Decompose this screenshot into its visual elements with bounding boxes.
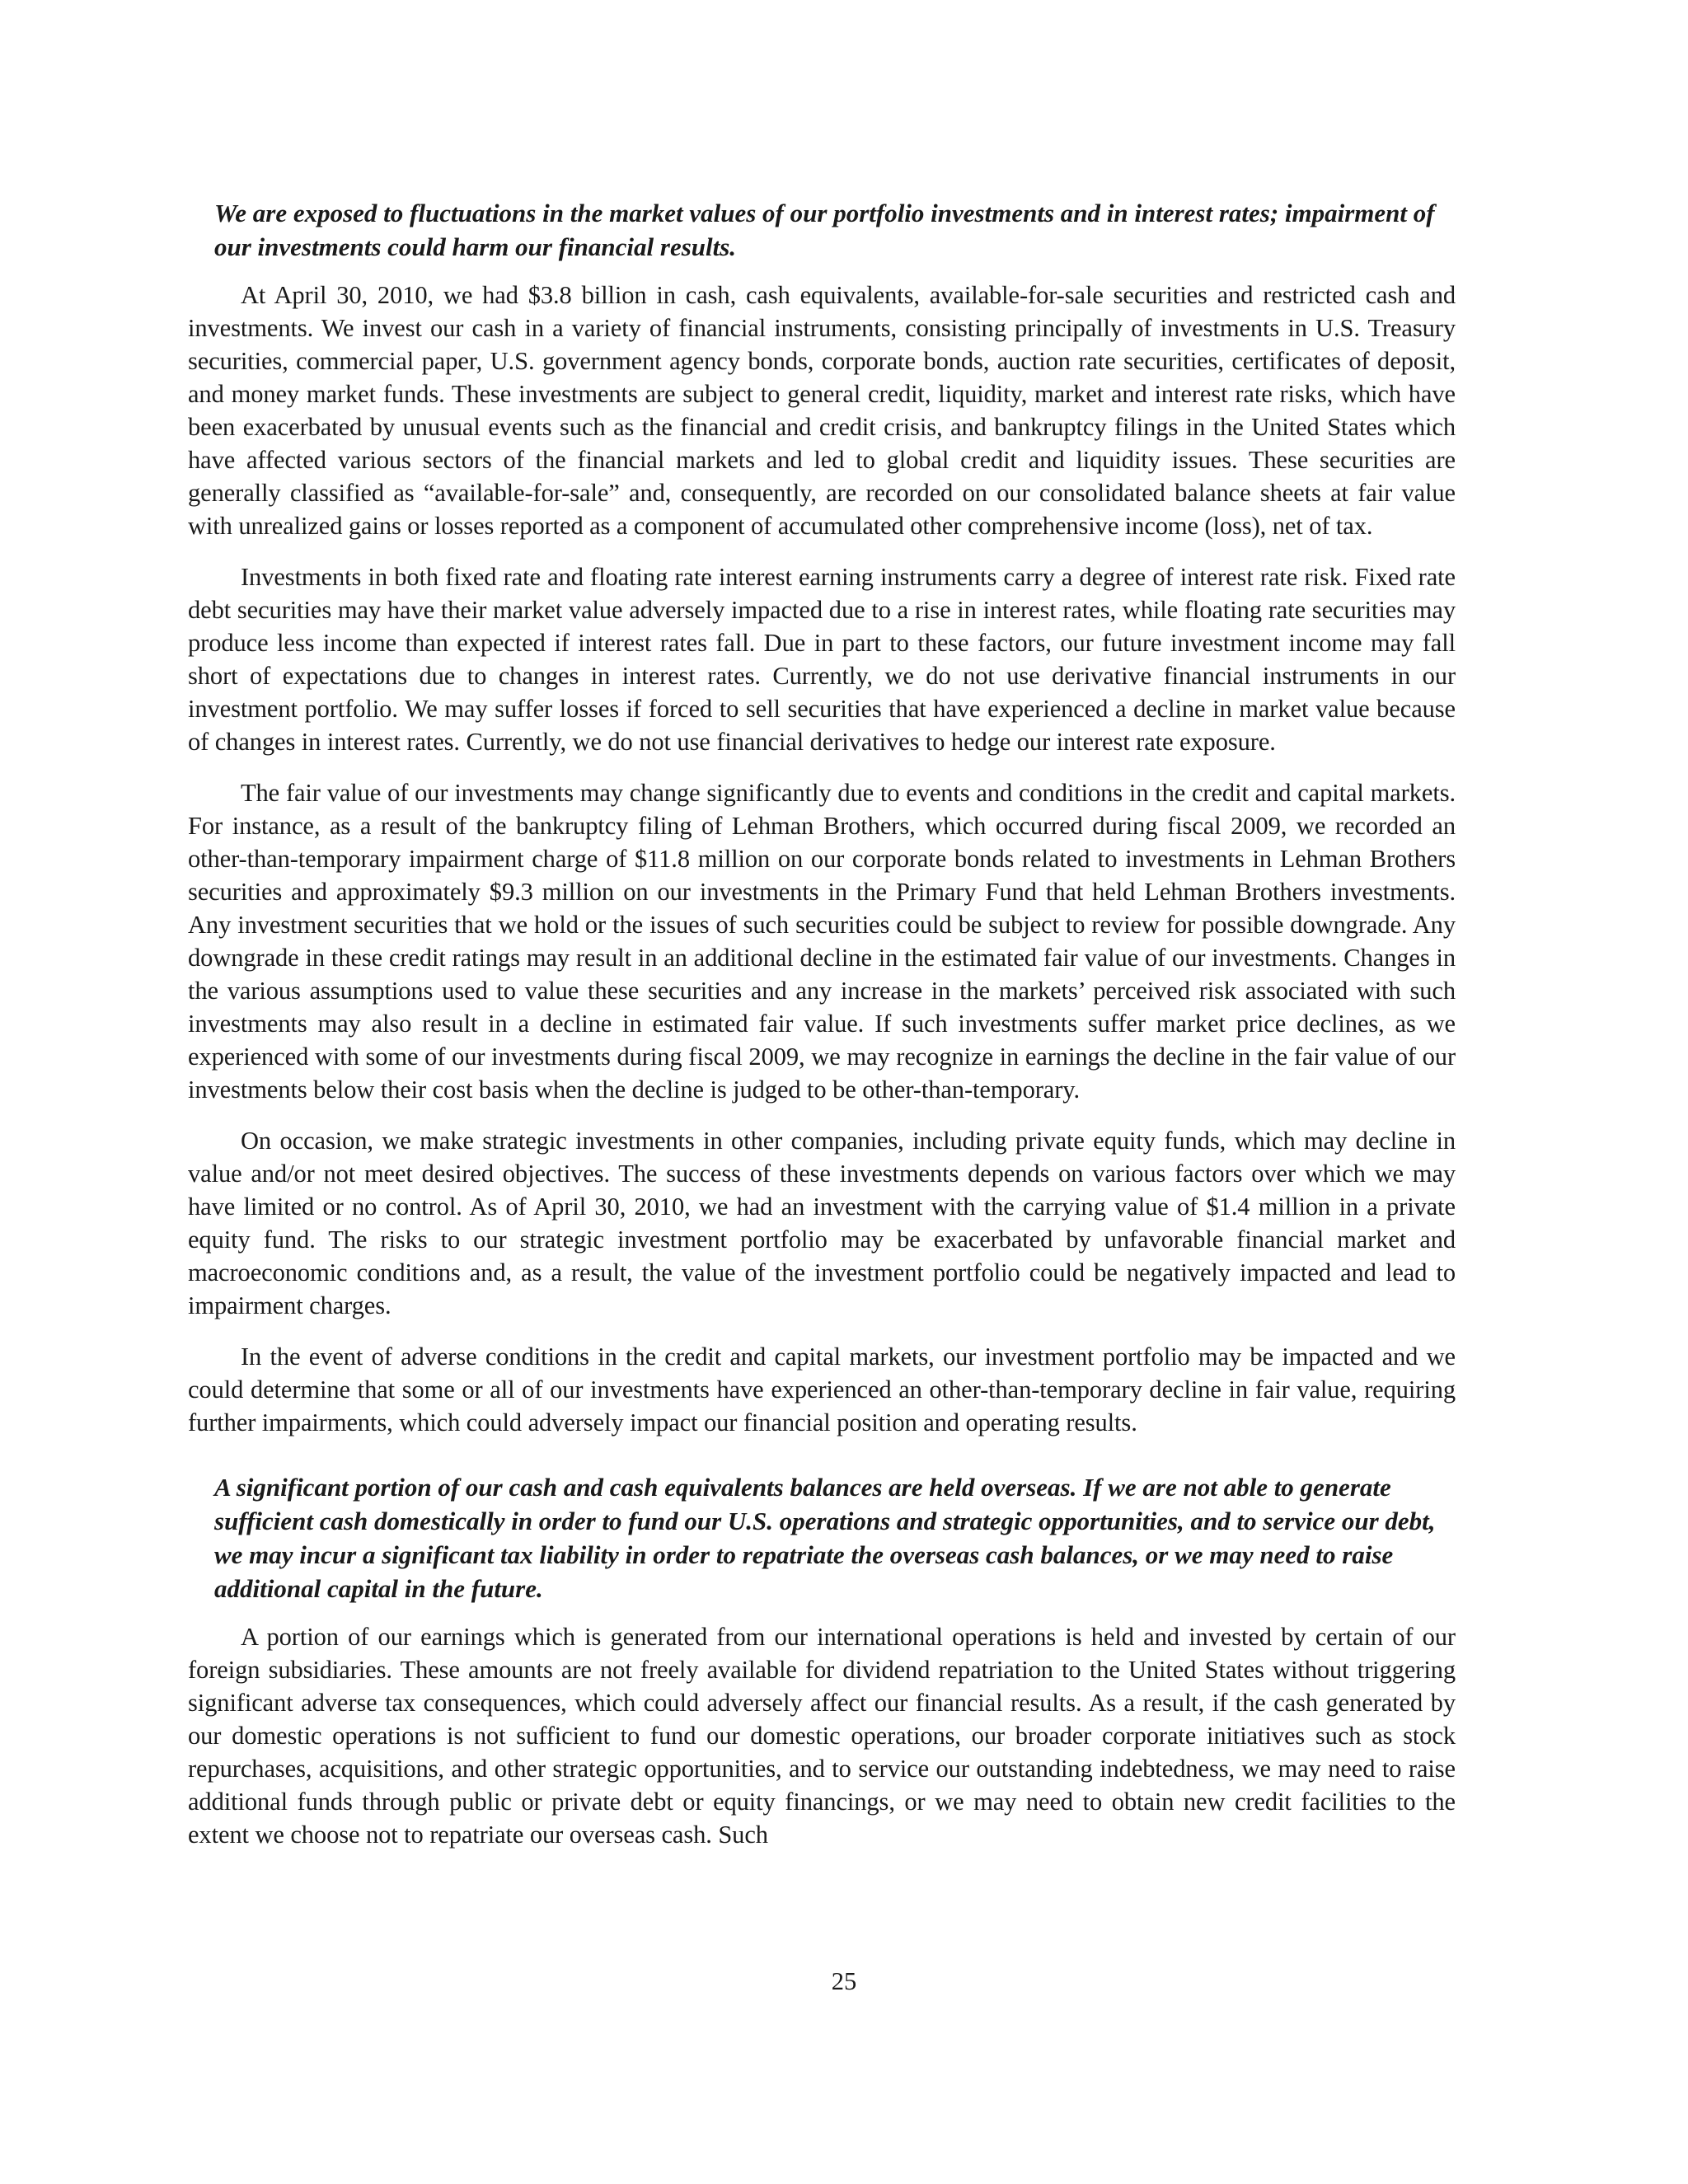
body-paragraph: In the event of adverse conditions in the credit and capital markets, our investment portfolio may be impacted and we could determine that some or all of our investments have experienced an other-than-temporary decline in fair value, requiring further impairments, which could adversely impact our financial position and operating results. (188, 1343, 1456, 1436)
page-number: 25 (831, 1967, 857, 1995)
document-page (188, 196, 1456, 1869)
body-paragraph: At April 30, 2010, we had $3.8 billion in cash, cash equivalents, available-for-sale securities and restricted cash and investments. We invest our cash in a variety of financial instruments, consisting principally of investments in U.S. Treasury securities, commercial paper, U.S. government agency bonds, corporate bonds, auction rate securities, certificates of deposit, and money market funds. These investments are subject to general credit, liquidity, market and interest rate risks, which have been exacerbated by unusual events such as the financial and credit crisis, and bankruptcy filings in the United States which have affected various sectors of the financial markets and led to global credit and liquidity issues. These securities are generally classified as “available-for-sale” and, consequently, are recorded on our consolidated balance sheets at fair value with unrealized gains or losses reported as a component of accumulated other comprehensive income (loss), net of tax. (188, 281, 1456, 540)
body-paragraph: The fair value of our investments may change significantly due to events and conditions in the credit and capital markets. For instance, as a result of the bankruptcy filing of Lehman Brothers, which occurred during fiscal 2009, we recorded an other-than-temporary impairment charge of $11.8 million on our corporate bonds related to investments in Lehman Brothers securities and approximately $9.3 million on our investments in the Primary Fund that held Lehman Brothers investments. Any investment securities that we hold or the issues of such securities could be subject to review for possible downgrade. Any downgrade in these credit ratings may result in an additional decline in the estimated fair value of our investments. Changes in the various assumptions used to value these securities and any increase in the markets’ perceived risk associated with such investments may also result in a decline in estimated fair value. If such investments suffer market price declines, as we experienced with some of our investments during fiscal 2009, we may recognize in earnings the decline in the fair value of our investments below their cost basis when the decline is judged to be other-than-temporary. (188, 779, 1456, 1104)
section-heading: We are exposed to fluctuations in the market values of our portfolio investments and in interest rates; impairment of our investments could harm our financial results. (214, 199, 1435, 261)
body-paragraph: Investments in both fixed rate and floating rate interest earning instruments carry a degree of interest rate risk. Fixed rate debt securities may have their market value adversely impacted due to a rise in interest rates, while floating rate securities may produce less income than expected if interest rates fall. Due in part to these factors, our future investment income may fall short of expectations due to changes in interest rates. Currently, we do not use derivative financial instruments in our investment portfolio. We may suffer losses if forced to sell securities that have experienced a decline in market value because of changes in interest rates. Currently, we do not use financial derivatives to hedge our interest rate exposure. (188, 563, 1456, 756)
body-paragraph: A portion of our earnings which is generated from our international operations is held and invested by certain of our foreign subsidiaries. These amounts are not freely available for dividend repatriation to the United States without triggering significant adverse tax consequences, which could adversely affect our financial results. As a result, if the cash generated by our domestic operations is not sufficient to fund our domestic operations, our broader corporate initiatives such as stock repurchases, acquisitions, and other strategic opportunities, and to service our outstanding indebtedness, we may need to raise additional funds through public or private debt or equity financings, or we may need to obtain new credit facilities to the extent we choose not to repatriate our overseas cash. Such (188, 1623, 1456, 1849)
section-heading: A significant portion of our cash and cash equivalents balances are held overseas. If we are not able to generate sufficient cash domestically in order to fund our U.S. operations and strategic opportunities, and to service our debt, we may incur a significant tax liability in order to repatriate the overseas cash balances, or we may need to raise additional capital in the future. (214, 1473, 1436, 1603)
body-paragraph: On occasion, we make strategic investments in other companies, including private equity funds, which may decline in value and/or not meet desired objectives. The success of these investments depends on various factors over which we may have limited or no control. As of April 30, 2010, we had an investment with the carrying value of $1.4 million in a private equity fund. The risks to our strategic investment portfolio may be exacerbated by unfavorable financial market and macroeconomic conditions and, as a result, the value of the investment portfolio could be negatively impacted and lead to impairment charges. (188, 1127, 1456, 1319)
